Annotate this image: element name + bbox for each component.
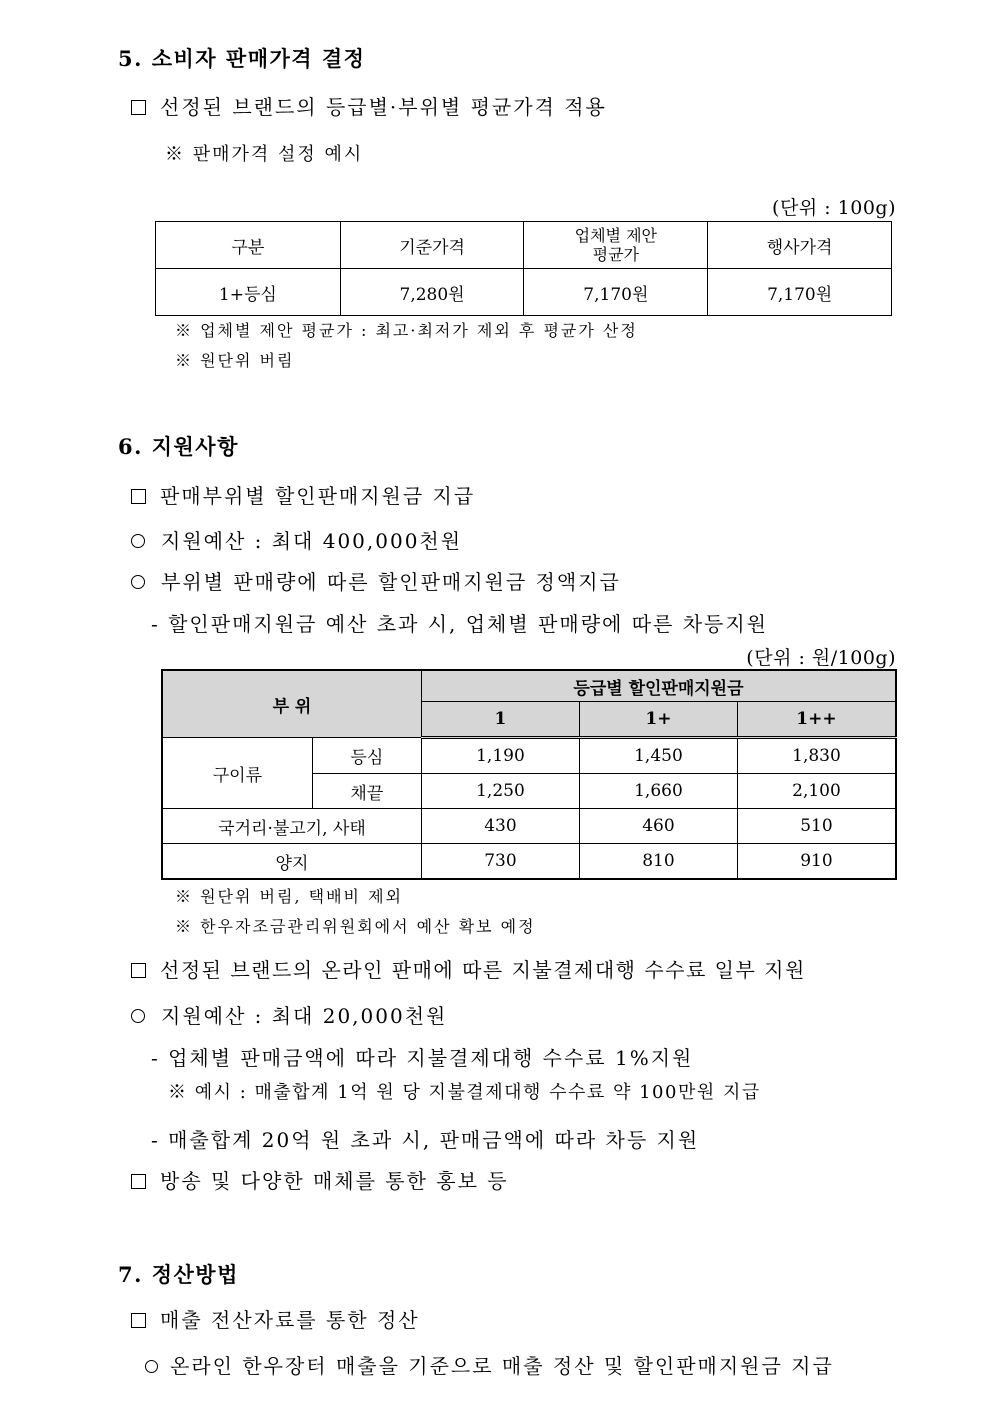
section5-note-1: ※ 업체별 제안 평균가 : 최고·최저가 제외 후 평균가 산정 <box>175 321 638 340</box>
circle-bullet-icon <box>131 534 145 548</box>
square-bullet-icon <box>131 489 146 504</box>
section6-dash-1: - 할인판매지원금 예산 초과 시, 업체별 판매량에 따른 차등지원 <box>151 612 768 636</box>
discount-table-header-part: 부 위 <box>162 670 421 738</box>
section6-dash-3: - 매출합계 20억 원 초과 시, 판매금액에 따라 차등 지원 <box>151 1128 700 1152</box>
discount-table-grade-1plusplus: 1++ <box>737 702 896 738</box>
section6-note-1: ※ 원단위 버림, 택배비 제외 <box>175 887 403 906</box>
discount-table-grade-1: 1 <box>421 702 579 738</box>
section6-item-2 <box>131 954 806 983</box>
discount-table-row-name: 채끝 <box>312 774 421 809</box>
section6-item-3 <box>131 1165 509 1194</box>
square-bullet-icon <box>131 963 146 978</box>
discount-table-cell: 1,250 <box>421 774 579 809</box>
section6-unit: (단위 : 원/100g) <box>746 647 896 669</box>
section7-sub-1-text: 온라인 한우장터 매출을 기준으로 매출 정산 및 할인판매지원금 지급 <box>170 1354 834 1378</box>
section6-sub-2-text: 부위별 판매량에 따른 할인판매지원금 정액지급 <box>161 570 621 594</box>
discount-table-group: 구이류 <box>162 738 312 809</box>
price-table-header-avg-proposal-line1: 업체별 제안 <box>574 226 658 245</box>
price-table-header-avg-proposal <box>524 222 708 269</box>
section5-example-note: ※ 판매가격 설정 예시 <box>165 144 364 165</box>
price-table-cell: 7,170원 <box>708 269 892 316</box>
price-table-cell: 7,170원 <box>524 269 708 316</box>
section6-item-1 <box>131 480 475 509</box>
circle-bullet-icon <box>131 1009 145 1023</box>
price-table-header-event-price: 행사가격 <box>708 222 892 269</box>
section6-example: ※ 예시 : 매출합계 1억 원 당 지불결제대행 수수료 약 100만원 지급 <box>168 1082 761 1103</box>
section5-heading: 5. 소비자 판매가격 결정 <box>118 46 366 71</box>
section5-item-1-text: 선정된 브랜드의 등급별·부위별 평균가격 적용 <box>160 95 607 119</box>
section7-heading: 7. 정산방법 <box>118 1262 239 1287</box>
section6-note-2: ※ 한우자조금관리위원회에서 예산 확보 예정 <box>175 917 536 936</box>
discount-table-cell: 510 <box>737 809 896 844</box>
discount-table-cell: 1,660 <box>579 774 737 809</box>
section6-heading: 6. 지원사항 <box>118 434 239 459</box>
discount-table-cell: 910 <box>737 844 896 880</box>
section7-sub-1 <box>145 1350 834 1379</box>
discount-table-header-grade: 등급별 할인판매지원금 <box>421 670 896 702</box>
square-bullet-icon <box>131 1174 146 1189</box>
square-bullet-icon <box>131 1313 146 1328</box>
discount-table <box>161 669 897 880</box>
section6-dash-2: - 업체별 판매금액에 따라 지불결제대행 수수료 1%지원 <box>151 1046 694 1070</box>
discount-table-cell: 1,190 <box>421 738 579 774</box>
price-table-cell: 7,280원 <box>340 269 524 316</box>
discount-table-cell: 810 <box>579 844 737 880</box>
section6-sub-2 <box>131 566 621 595</box>
section6-sub-3-text: 지원예산 : 최대 20,000천원 <box>161 1004 448 1028</box>
circle-bullet-icon <box>131 575 145 589</box>
section6-sub-1 <box>131 525 462 554</box>
section5-unit: (단위 : 100g) <box>772 197 896 219</box>
discount-table-cell: 1,450 <box>579 738 737 774</box>
section5-item-1 <box>131 91 607 120</box>
section6-item-1-text: 판매부위별 할인판매지원금 지급 <box>160 484 476 508</box>
section7-item-1 <box>131 1304 420 1333</box>
discount-table-row-name: 국거리·불고기, 사태 <box>162 809 421 844</box>
discount-table-grade-1plus: 1+ <box>579 702 737 738</box>
section6-item-2-text: 선정된 브랜드의 온라인 판매에 따른 지불결제대행 수수료 일부 지원 <box>160 958 806 982</box>
price-table <box>155 221 892 316</box>
discount-table-cell: 1,830 <box>737 738 896 774</box>
price-table-cell: 1+등심 <box>156 269 341 316</box>
discount-table-cell: 430 <box>421 809 579 844</box>
section7-item-1-text: 매출 전산자료를 통한 정산 <box>160 1308 420 1332</box>
price-table-header-base-price: 기준가격 <box>340 222 524 269</box>
discount-table-row-name: 양지 <box>162 844 421 880</box>
section5-note-2: ※ 원단위 버림 <box>175 351 295 370</box>
section6-sub-3 <box>131 1000 447 1029</box>
section6-sub-1-text: 지원예산 : 최대 400,000천원 <box>161 529 463 553</box>
discount-table-cell: 460 <box>579 809 737 844</box>
square-bullet-icon <box>131 100 146 115</box>
discount-table-cell: 730 <box>421 844 579 880</box>
discount-table-cell: 2,100 <box>737 774 896 809</box>
circle-bullet-icon <box>145 1360 158 1373</box>
price-table-header-avg-proposal-line2: 평균가 <box>592 245 640 264</box>
discount-table-row-name: 등심 <box>312 738 421 774</box>
section6-item-3-text: 방송 및 다양한 매체를 통한 홍보 등 <box>160 1169 509 1193</box>
price-table-header-category: 구분 <box>156 222 341 269</box>
